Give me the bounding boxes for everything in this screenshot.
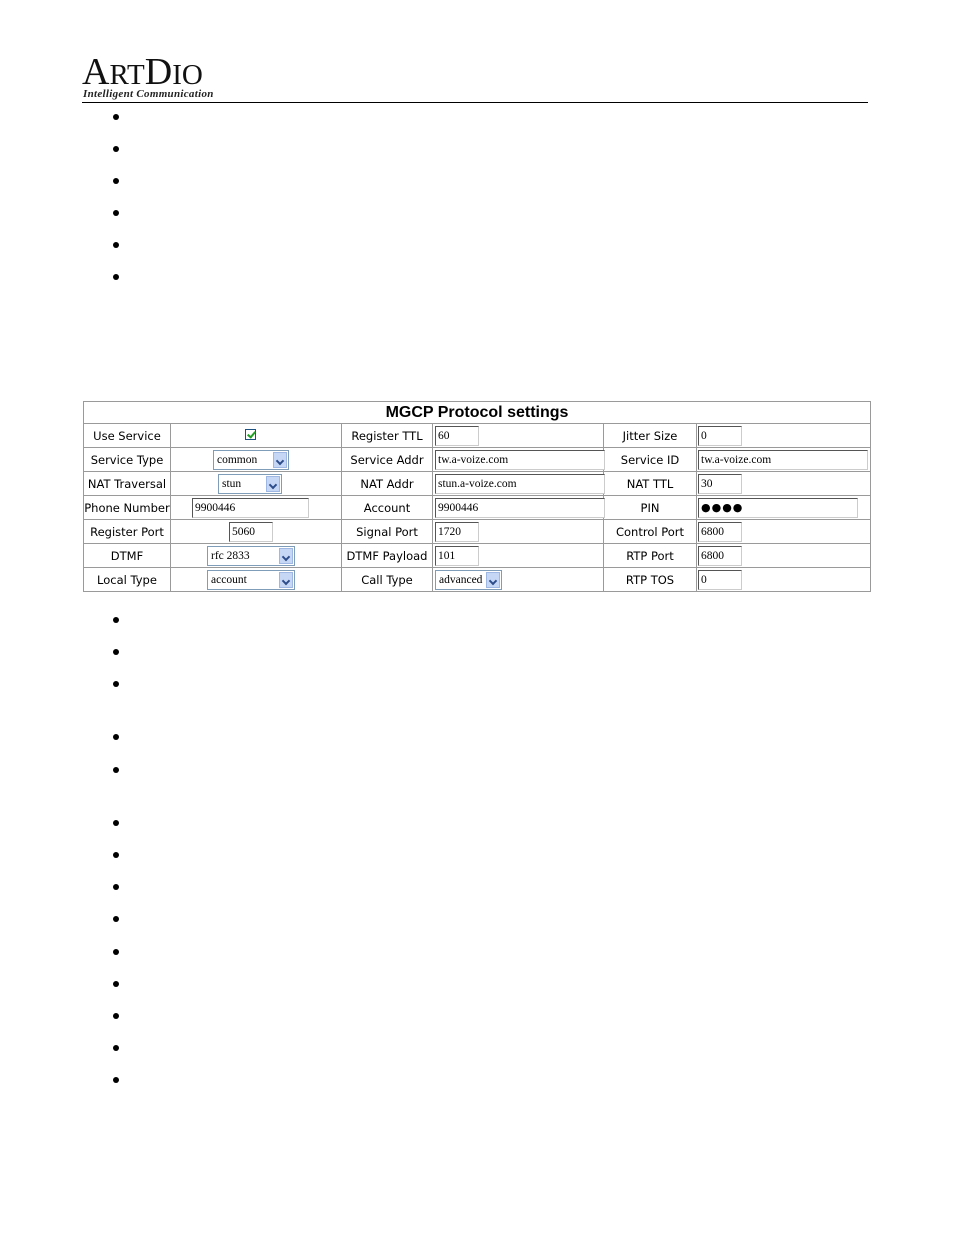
phone-number-input[interactable]: 9900446 — [192, 498, 309, 518]
service-id-label: Service ID — [604, 448, 697, 472]
logo-tagline: Intelligent Communication — [83, 88, 214, 100]
bullet-icon — [113, 649, 121, 657]
table-row — [84, 496, 871, 520]
table-row — [84, 520, 871, 544]
mgcp-settings-table — [83, 401, 871, 592]
nat-ttl-cell — [697, 472, 871, 496]
phone-number-cell — [171, 496, 342, 520]
local-type-cell — [171, 568, 342, 592]
service-type-value: common — [217, 454, 258, 466]
jitter-size-label: Jitter Size — [604, 424, 697, 448]
dtmf-payload-label: DTMF Payload — [342, 544, 433, 568]
register-ttl-input[interactable]: 60 — [435, 426, 479, 446]
chevron-down-icon[interactable] — [273, 452, 287, 468]
header-divider — [82, 102, 868, 103]
signal-port-input[interactable]: 1720 — [435, 522, 479, 542]
artdio-logo: ARTDIO — [82, 51, 203, 93]
table-title: MGCP Protocol settings — [84, 402, 871, 424]
rtp-port-label: RTP Port — [604, 544, 697, 568]
rtp-port-input[interactable]: 6800 — [698, 546, 742, 566]
chevron-down-icon[interactable] — [486, 572, 500, 588]
bullet-icon — [113, 681, 121, 689]
service-type-cell — [171, 448, 342, 472]
nat-traversal-value: stun — [222, 478, 242, 490]
bullet-icon — [113, 820, 121, 828]
bullet-icon — [113, 981, 121, 989]
nat-traversal-label: NAT Traversal — [84, 472, 171, 496]
bullet-icon — [113, 114, 121, 122]
rtp-tos-cell — [697, 568, 871, 592]
pin-password-input[interactable]: ●●●● — [698, 498, 858, 518]
bullet-icon — [113, 767, 121, 775]
register-ttl-label: Register TTL — [342, 424, 433, 448]
service-addr-input[interactable]: tw.a-voize.com — [435, 450, 605, 470]
service-type-label: Service Type — [84, 448, 171, 472]
bullet-icon — [113, 916, 121, 924]
bullet-icon — [113, 734, 121, 742]
bullet-icon — [113, 210, 121, 218]
service-type-select[interactable] — [213, 450, 289, 470]
nat-addr-cell — [433, 472, 604, 496]
bullet-icon — [113, 274, 121, 282]
rtp-port-cell — [697, 544, 871, 568]
use-service-checkbox[interactable] — [245, 429, 256, 440]
dtmf-select[interactable] — [207, 546, 295, 566]
bullet-icon — [113, 242, 121, 250]
service-id-cell — [697, 448, 871, 472]
use-service-cell — [171, 424, 342, 448]
call-type-cell — [433, 568, 604, 592]
signal-port-label: Signal Port — [342, 520, 433, 544]
bullet-icon — [113, 949, 121, 957]
dtmf-value: rfc 2833 — [211, 550, 250, 562]
table-row — [84, 544, 871, 568]
register-port-cell — [171, 520, 342, 544]
bullet-icon — [113, 1045, 121, 1053]
dtmf-label: DTMF — [84, 544, 171, 568]
rtp-tos-input[interactable]: 0 — [698, 570, 742, 590]
jitter-size-cell — [697, 424, 871, 448]
account-label: Account — [342, 496, 433, 520]
pin-cell — [697, 496, 871, 520]
chevron-down-icon[interactable] — [266, 476, 280, 492]
page-header — [82, 52, 868, 104]
nat-traversal-select[interactable] — [218, 474, 282, 494]
call-type-label: Call Type — [342, 568, 433, 592]
bullet-icon — [113, 1013, 121, 1021]
bullet-icon — [113, 178, 121, 186]
table-row — [84, 472, 871, 496]
rtp-tos-label: RTP TOS — [604, 568, 697, 592]
local-type-select[interactable] — [207, 570, 295, 590]
jitter-size-input[interactable]: 0 — [698, 426, 742, 446]
table-row — [84, 568, 871, 592]
register-ttl-cell — [433, 424, 604, 448]
table-row — [84, 424, 871, 448]
nat-addr-input[interactable]: stun.a-voize.com — [435, 474, 605, 494]
use-service-label: Use Service — [84, 424, 171, 448]
control-port-label: Control Port — [604, 520, 697, 544]
bullet-icon — [113, 884, 121, 892]
bullet-icon — [113, 1077, 121, 1085]
dtmf-payload-cell — [433, 544, 604, 568]
table-row — [84, 448, 871, 472]
account-cell — [433, 496, 604, 520]
account-input[interactable]: 9900446 — [435, 498, 605, 518]
pin-label: PIN — [604, 496, 697, 520]
call-type-value: advanced — [439, 574, 483, 586]
local-type-value: account — [211, 574, 247, 586]
chevron-down-icon[interactable] — [279, 572, 293, 588]
service-addr-label: Service Addr — [342, 448, 433, 472]
bullet-icon — [113, 617, 121, 625]
register-port-input[interactable]: 5060 — [229, 522, 273, 542]
dtmf-payload-input[interactable]: 101 — [435, 546, 479, 566]
dtmf-cell — [171, 544, 342, 568]
call-type-select[interactable] — [435, 570, 502, 590]
nat-ttl-input[interactable]: 30 — [698, 474, 742, 494]
bullet-icon — [113, 852, 121, 860]
local-type-label: Local Type — [84, 568, 171, 592]
signal-port-cell — [433, 520, 604, 544]
nat-traversal-cell — [171, 472, 342, 496]
nat-ttl-label: NAT TTL — [604, 472, 697, 496]
phone-number-label: Phone Number — [84, 496, 171, 520]
service-id-input[interactable]: tw.a-voize.com — [698, 450, 868, 470]
service-addr-cell — [433, 448, 604, 472]
control-port-input[interactable]: 6800 — [698, 522, 742, 542]
bullet-icon — [113, 146, 121, 154]
register-port-label: Register Port — [84, 520, 171, 544]
chevron-down-icon[interactable] — [279, 548, 293, 564]
nat-addr-label: NAT Addr — [342, 472, 433, 496]
control-port-cell — [697, 520, 871, 544]
